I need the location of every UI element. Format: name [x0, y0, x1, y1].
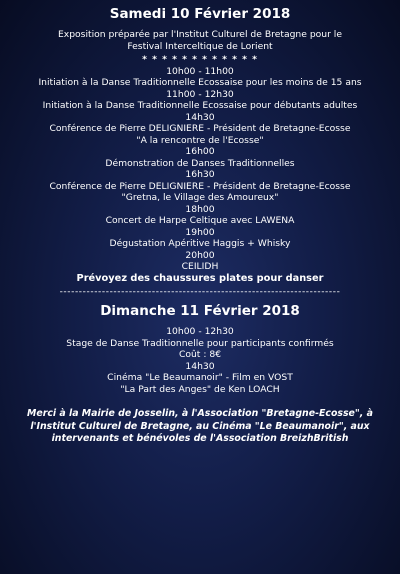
saturday-note: Prévoyez des chaussures plates pour danser: [76, 272, 324, 284]
schedule-time: 18h00: [185, 203, 215, 215]
schedule-time: 10h00 - 12h30: [166, 326, 234, 337]
schedule-time: 14h30: [185, 111, 215, 123]
acknowledgements: [0, 408, 400, 446]
schedule-item: "La Part des Anges" de Ken LOACH: [120, 383, 280, 395]
schedule-time: 20h00: [185, 249, 215, 261]
schedule-time: 16h00: [185, 146, 215, 157]
schedule-time: 19h00: [185, 226, 215, 238]
intro-line: Festival Interceltique de Lorient: [127, 40, 273, 52]
sunday-title: Dimanche 11 Février 2018: [100, 303, 300, 319]
event-flyer: [0, 6, 400, 574]
schedule-item: Dégustation Apéritive Haggis + Whisky: [109, 238, 291, 249]
schedule-time: 10h00 - 11h00: [166, 65, 234, 77]
schedule-item: "A la rencontre de l'Ecosse": [136, 134, 264, 146]
schedule-item: Démonstration de Danses Traditionnelles: [105, 157, 295, 169]
schedule-item: Conférence de Pierre DELIGNIERE - Président de Bretagne-Ecosse: [49, 123, 351, 134]
schedule-item: Stage de Danse Traditionnelle pour participants confirmés: [66, 337, 334, 349]
section-divider: -------------------------------------------------------------------------: [59, 287, 341, 297]
intro-line: Exposition préparée par l'Institut Culturel de Bretagne pour le: [57, 29, 343, 40]
schedule-item: "Gretna, le Village des Amoureux": [121, 192, 279, 203]
schedule-item: Initiation à la Danse Traditionnelle Ecossaise pour débutants adultes: [42, 100, 358, 111]
schedule-item: Conférence de Pierre DELIGNIERE - Président de Bretagne-Ecosse: [49, 180, 351, 192]
thanks-line: Merci à la Mairie de Josselin, à l'Association "Bretagne-Ecosse", à: [27, 408, 373, 419]
schedule-item: Concert de Harpe Celtique avec LAWENA: [105, 215, 295, 226]
stars-divider: * * * * * * * * * * * *: [142, 54, 258, 65]
schedule-item: Initiation à la Danse Traditionnelle Ecossaise pour les moins de 15 ans: [38, 77, 362, 88]
schedule-item: Coût : 8€: [178, 349, 222, 360]
schedule-time: 16h30: [185, 169, 215, 180]
schedule-item: Cinéma "Le Beaumanoir" - Film en VOST: [107, 372, 293, 383]
thanks-line: intervenants et bénévoles de l'Association BreizhBritish: [51, 433, 349, 444]
thanks-line: l'Institut Culturel de Bretagne, au Cinéma "Le Beaumanoir", aux: [30, 420, 370, 432]
schedule-time: 14h30: [185, 360, 215, 372]
schedule-time: 11h00 - 12h30: [166, 88, 234, 100]
saturday-title: Samedi 10 Février 2018: [109, 6, 291, 22]
schedule-item: CEILIDH: [181, 261, 219, 272]
